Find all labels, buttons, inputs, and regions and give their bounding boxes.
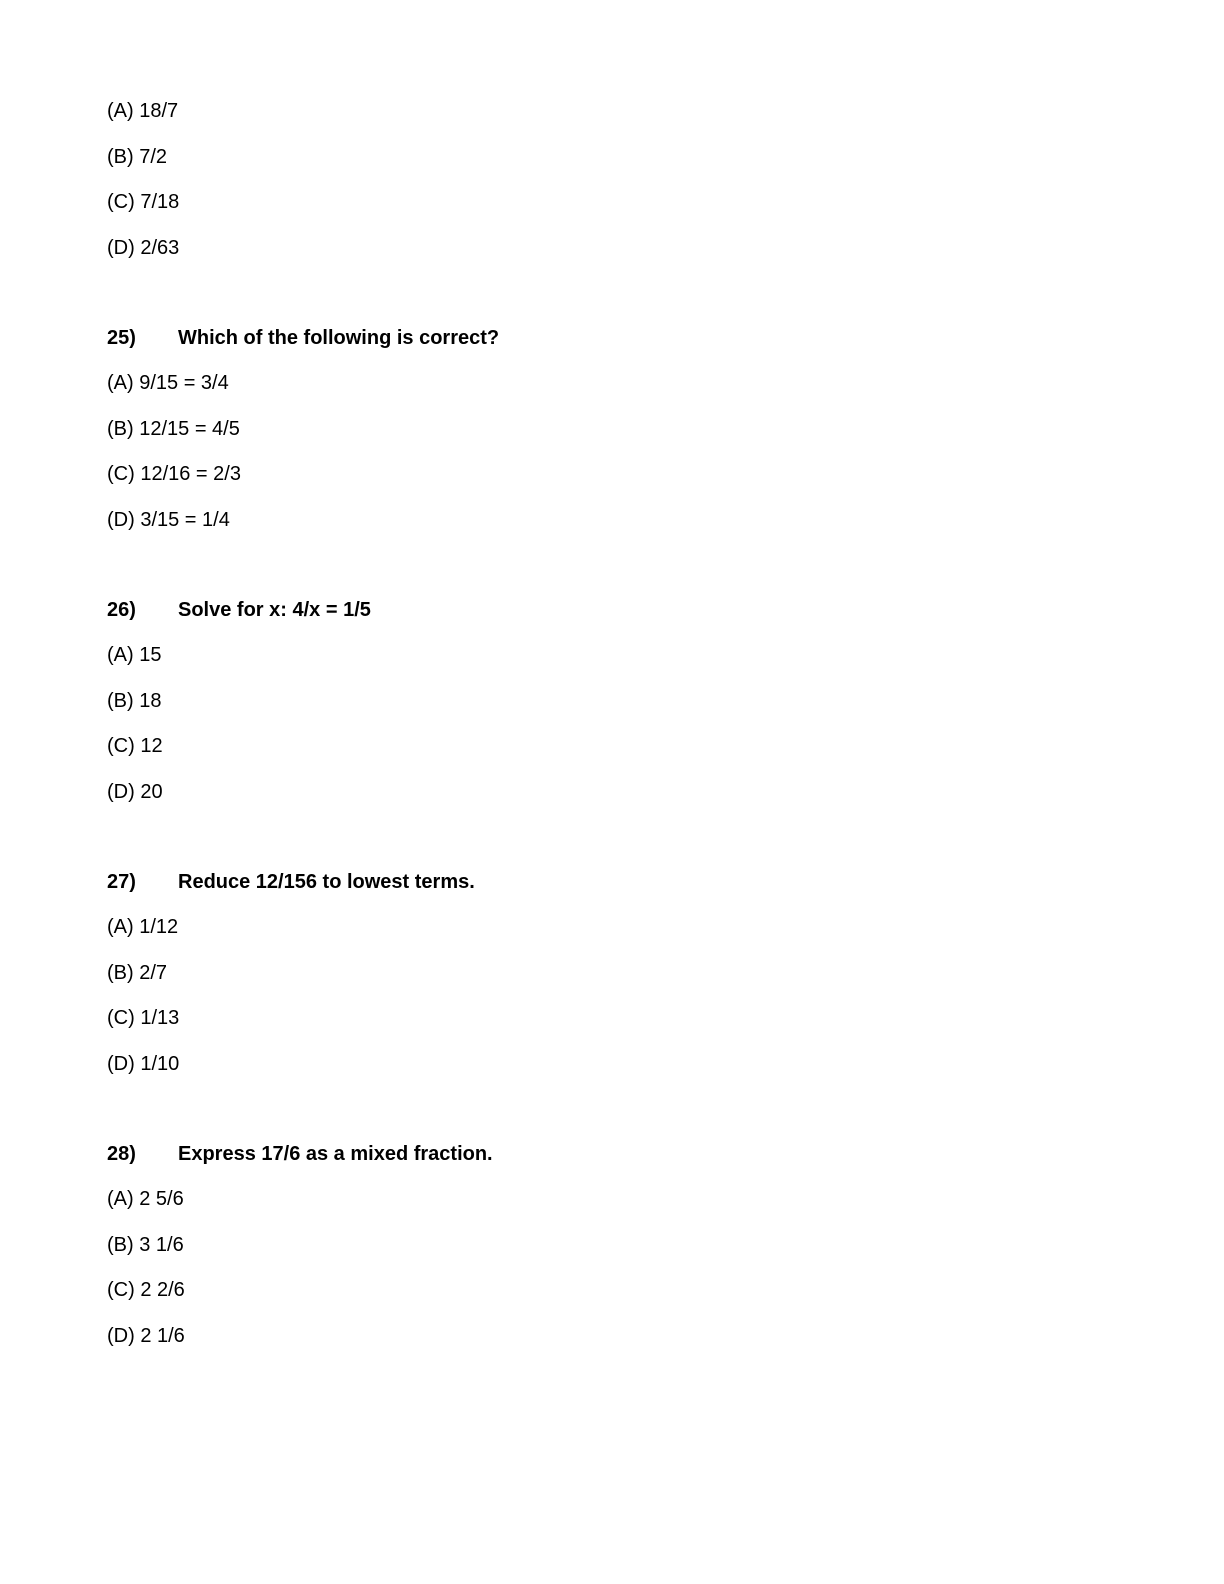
option-c: (C) 12 (107, 735, 163, 757)
option-b: (B) 18 (107, 689, 162, 712)
spacer (107, 280, 1117, 325)
option-c: (C) 1/13 (107, 1007, 180, 1029)
spacer (107, 824, 1117, 869)
spacer (107, 552, 1117, 597)
option-a: (A) 18/7 (107, 100, 179, 122)
question-heading (107, 869, 1117, 915)
option-a: (A) 1/12 (107, 916, 179, 938)
question-26 (107, 597, 1117, 825)
option-d: (D) 20 (107, 780, 163, 803)
question-27 (107, 869, 1117, 1097)
option-d: (D) 2/63 (107, 236, 180, 259)
document-page (107, 98, 1117, 1368)
question-text: Solve for x: 4/x = 1/5 (178, 598, 371, 621)
spacer (107, 1096, 1117, 1141)
question-28 (107, 1141, 1117, 1369)
question-number: 28) (107, 1142, 136, 1165)
option-d: (D) 2 1/6 (107, 1324, 185, 1347)
question-number: 26) (107, 598, 136, 621)
question-heading (107, 325, 1117, 371)
option-b: (B) 2/7 (107, 961, 168, 984)
question-text: Express 17/6 as a mixed fraction. (178, 1142, 493, 1165)
question-text: Which of the following is correct? (178, 326, 500, 349)
question-number: 25) (107, 326, 136, 349)
question-text: Reduce 12/156 to lowest terms. (178, 870, 475, 893)
question-number: 27) (107, 870, 136, 893)
question-25 (107, 325, 1117, 553)
question-heading (107, 1141, 1117, 1187)
option-c: (C) 2 2/6 (107, 1279, 185, 1301)
option-b: (B) 3 1/6 (107, 1233, 184, 1256)
option-a: (A) 9/15 = 3/4 (107, 372, 229, 394)
option-d: (D) 1/10 (107, 1052, 180, 1075)
option-d: (D) 3/15 = 1/4 (107, 508, 230, 531)
option-c: (C) 12/16 = 2/3 (107, 463, 241, 485)
option-b: (B) 12/15 = 4/5 (107, 417, 240, 440)
option-a: (A) 2 5/6 (107, 1188, 184, 1210)
question-heading (107, 597, 1117, 643)
option-b: (B) 7/2 (107, 145, 168, 168)
prev-question-options (107, 98, 1117, 280)
option-a: (A) 15 (107, 644, 162, 666)
option-c: (C) 7/18 (107, 191, 180, 213)
